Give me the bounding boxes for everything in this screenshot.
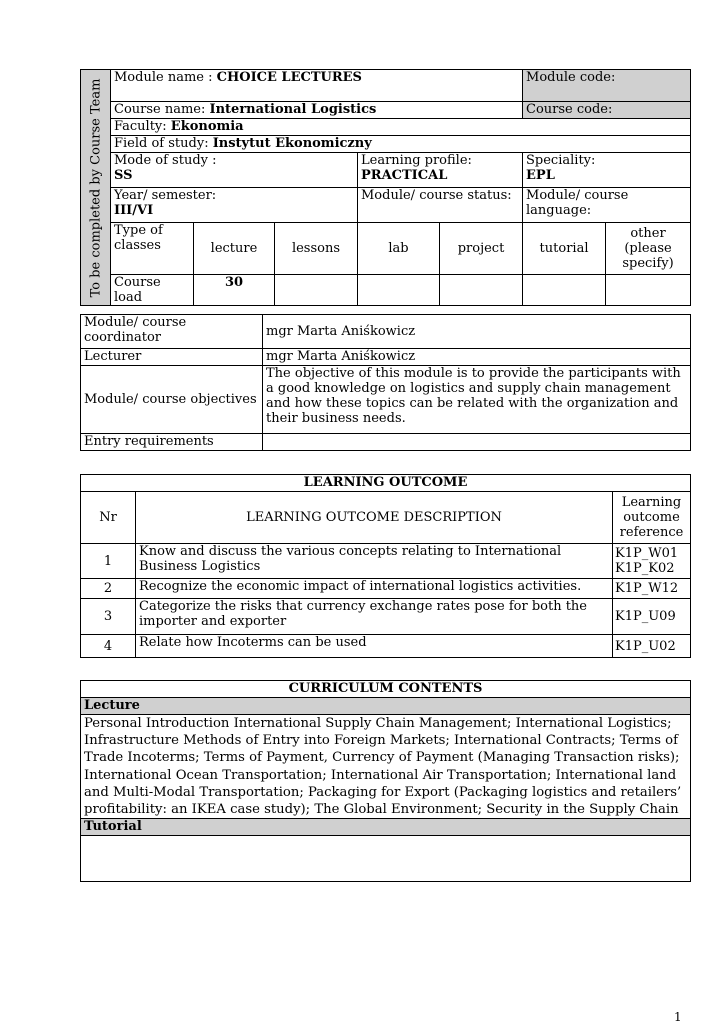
language-cell bbox=[523, 188, 691, 223]
outcome-nr: 1 bbox=[81, 544, 136, 579]
class-type-other: other (please specify) bbox=[606, 223, 691, 275]
type-label-cell bbox=[111, 223, 194, 275]
load-other bbox=[606, 275, 691, 306]
outcome-ref: K1P_U09 bbox=[613, 599, 691, 635]
col-ref-header: Learning outcome reference bbox=[613, 492, 691, 544]
course-code-label: Course code: bbox=[526, 102, 613, 117]
side-label-cell bbox=[81, 70, 111, 306]
table-row bbox=[81, 635, 691, 658]
module-name-value: CHOICE LECTURES bbox=[216, 70, 362, 85]
outcome-nr: 4 bbox=[81, 635, 136, 658]
lecture-text: Personal Introduction International Supply Chain Management; International Logistics; Infrastructure Methods of Entry into Foreign Markets; International Contracts; Terms of Trade Incoterms; Terms of Payment, Currency of Payment (Managing Transaction risks); International Ocean Transportation; International Air Transportation; International land and Multi-Modal Transportation; Packaging for Export (Packaging logistics and retailers’ profitability: an IKEA case study); The Global Environment; Security in the Supply Chain bbox=[81, 715, 691, 819]
coordinator-value: mgr Marta Aniśkowicz bbox=[263, 315, 691, 349]
outcome-nr: 3 bbox=[81, 599, 136, 635]
course-name-label: Course name: bbox=[114, 102, 210, 117]
module-name-cell bbox=[111, 70, 523, 102]
coordinator-table bbox=[80, 314, 691, 451]
field-cell bbox=[111, 136, 691, 153]
mode-cell bbox=[111, 153, 358, 188]
load-tutorial bbox=[523, 275, 606, 306]
entry-value bbox=[263, 434, 691, 451]
faculty-value: Ekonomia bbox=[170, 119, 244, 134]
lecturer-label: Lecturer bbox=[81, 349, 263, 366]
class-type-lab: lab bbox=[358, 223, 440, 275]
year-label: Year/ semester: bbox=[114, 188, 217, 203]
module-name-label: Module name : bbox=[114, 70, 217, 85]
curriculum-title: CURRICULUM CONTENTS bbox=[81, 681, 691, 698]
tutorial-label-cell bbox=[81, 819, 691, 836]
status-label: Module/ course status: bbox=[361, 188, 512, 203]
load-lecture-value: 30 bbox=[224, 275, 244, 290]
faculty-label: Faculty: bbox=[114, 119, 171, 134]
language-label: Module/ course language: bbox=[526, 188, 629, 218]
side-label: To be completed by Course Team bbox=[88, 78, 103, 297]
speciality-label: Speciality: bbox=[526, 153, 596, 168]
lecture-label: Lecture bbox=[84, 698, 140, 713]
mode-value: SS bbox=[114, 168, 133, 183]
objectives-label: Module/ course objectives bbox=[81, 366, 263, 434]
objectives-value: The objective of this module is to provide the participants with a good knowledge on logistics and supply chain management and how these topics can be related with the organization and their business needs. bbox=[263, 366, 691, 434]
table-row bbox=[81, 579, 691, 599]
module-info-table bbox=[80, 69, 691, 306]
lecturer-value: mgr Marta Aniśkowicz bbox=[263, 349, 691, 366]
field-label: Field of study: bbox=[114, 136, 213, 151]
year-value: III/VI bbox=[114, 203, 154, 218]
mode-label: Mode of study : bbox=[114, 153, 217, 168]
table-row bbox=[81, 544, 691, 579]
profile-label: Learning profile: bbox=[361, 153, 472, 168]
page-number: 1 bbox=[674, 1010, 682, 1024]
course-name-cell bbox=[111, 102, 523, 119]
load-label: Course load bbox=[114, 275, 161, 305]
course-name-value: International Logistics bbox=[209, 102, 377, 117]
outcome-nr: 2 bbox=[81, 579, 136, 599]
load-lecture bbox=[194, 275, 275, 306]
class-type-lecture: lecture bbox=[194, 223, 275, 275]
year-cell bbox=[111, 188, 358, 223]
module-code-label: Module code: bbox=[526, 70, 616, 85]
course-code-cell bbox=[523, 102, 691, 119]
class-type-project: project bbox=[440, 223, 523, 275]
class-type-lessons: lessons bbox=[275, 223, 358, 275]
type-label: Type of classes bbox=[114, 223, 163, 253]
speciality-cell bbox=[523, 153, 691, 188]
lecture-label-cell bbox=[81, 698, 691, 715]
module-code-cell bbox=[523, 70, 691, 102]
status-cell bbox=[358, 188, 523, 223]
outcome-ref: K1P_U02 bbox=[613, 635, 691, 658]
entry-label: Entry requirements bbox=[81, 434, 263, 451]
learning-outcome-title: LEARNING OUTCOME bbox=[81, 475, 691, 492]
outcome-desc: Categorize the risks that currency exchange rates pose for both the importer and exporter bbox=[136, 599, 613, 635]
profile-cell bbox=[358, 153, 523, 188]
outcome-desc: Relate how Incoterms can be used bbox=[136, 635, 613, 658]
table-row bbox=[81, 599, 691, 635]
coordinator-label: Module/ course coordinator bbox=[81, 315, 263, 349]
speciality-value: EPL bbox=[526, 168, 555, 183]
learning-outcome-table bbox=[80, 474, 691, 658]
load-lab bbox=[358, 275, 440, 306]
col-desc-header: LEARNING OUTCOME DESCRIPTION bbox=[136, 492, 613, 544]
curriculum-table bbox=[80, 680, 691, 882]
profile-value: PRACTICAL bbox=[361, 168, 448, 183]
tutorial-label: Tutorial bbox=[84, 819, 142, 835]
load-project bbox=[440, 275, 523, 306]
load-label-cell bbox=[111, 275, 194, 306]
load-lessons bbox=[275, 275, 358, 306]
field-value: Instytut Ekonomiczny bbox=[212, 136, 372, 151]
tutorial-text bbox=[81, 836, 691, 882]
outcome-desc: Recognize the economic impact of international logistics activities. bbox=[136, 579, 613, 599]
outcome-ref: K1P_W01 K1P_K02 bbox=[613, 544, 691, 579]
outcome-ref: K1P_W12 bbox=[613, 579, 691, 599]
class-type-tutorial: tutorial bbox=[523, 223, 606, 275]
col-nr-header: Nr bbox=[81, 492, 136, 544]
outcome-desc: Know and discuss the various concepts relating to International Business Logistics bbox=[136, 544, 613, 579]
faculty-cell bbox=[111, 119, 691, 136]
